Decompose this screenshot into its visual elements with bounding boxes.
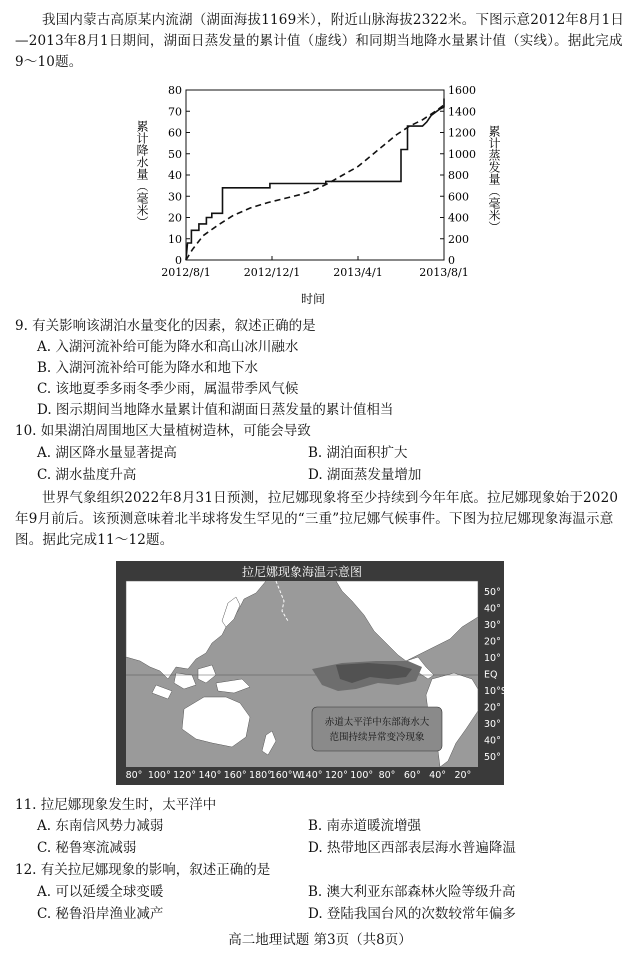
x-axis-label: 时间 [300, 292, 326, 306]
x-tick-label: 2013/4/1 [333, 266, 383, 279]
latitude-label: 50° [484, 752, 501, 763]
y-right-tick-label: 0 [448, 254, 455, 267]
x-tick-label: 2012/12/1 [243, 266, 301, 279]
question-11-option-b[interactable]: B. 南赤道暖流增强 [308, 818, 422, 834]
question-12-option-d[interactable]: D. 登陆我国台风的次数较常年偏多 [308, 906, 516, 922]
latitude-label: 50° [484, 587, 501, 598]
y-left-tick-label: 30 [168, 190, 182, 204]
question-10-option-c[interactable]: C. 湖水盐度升高 [37, 467, 137, 483]
x-tick-label: 2013/8/1 [419, 266, 469, 279]
question-10-option-a[interactable]: A. 湖区降水量显著提高 [37, 445, 177, 461]
question-11-option-d[interactable]: D. 热带地区西部表层海水普遍降温 [308, 840, 516, 856]
y-left-tick-label: 0 [175, 254, 182, 267]
question-11-stem: 11. 拉尼娜现象发生时，太平洋中 [15, 797, 217, 813]
precipitation-evaporation-chart [128, 84, 501, 306]
longitude-label: 140° [299, 770, 323, 781]
y-right-tick-label: 800 [448, 169, 469, 182]
question-12-option-b[interactable]: B. 澳大利亚东部森林火险等级升高 [308, 884, 516, 900]
longitude-label: 80° [378, 770, 396, 781]
longitude-label: 60° [403, 770, 421, 781]
longitude-label: 140° [198, 770, 222, 781]
longitude-label: 80° [125, 770, 143, 781]
map-note-line-2: 范围持续异常变冷现象 [329, 732, 425, 743]
y-left-tick-label: 20 [168, 211, 182, 225]
y-right-tick-label: 1400 [448, 105, 476, 119]
question-10-option-b[interactable]: B. 湖泊面积扩大 [308, 445, 408, 461]
question-10-stem: 10. 如果湖泊周围地区大量植树造林，可能会导致 [15, 423, 311, 439]
y-right-tick-label: 400 [448, 211, 469, 225]
intro-paragraph-1: 我国内蒙古高原某内流湖（湖面海拔1169米），附近山脉海拔2322米。下图示意2012年8月1日—2013年8月1日期间，湖面日蒸发量的累计值（虚线）和同期当地降水量累计值（实线）。据此完成9～10题。 [15, 12, 625, 70]
x-tick-label: 2012/8/1 [161, 266, 211, 279]
question-9-option-c[interactable]: C. 该地夏季多雨冬季少雨，属温带季风气候 [37, 381, 299, 397]
latitude-label: 20° [484, 702, 501, 714]
question-10-option-d[interactable]: D. 湖面蒸发量增加 [308, 467, 422, 483]
longitude-label: 100° [350, 770, 374, 781]
longitude-label: 160° [223, 770, 247, 781]
intro-paragraph-2: 世界气象组织2022年8月31日预测，拉尼娜现象将至少持续到今年年底。拉尼娜现象始于2020年9月前后。该预测意味着北半球将发生罕见的“三重”拉尼娜气候事件。下图为拉尼娜现象海温示意图。据此完成11～12题。 [15, 490, 619, 548]
y-left-tick-label: 40 [168, 169, 182, 182]
latitude-label: EQ [484, 669, 498, 681]
y-right-tick-label: 600 [448, 190, 469, 204]
y-right-tick-label: 1000 [448, 147, 476, 161]
y-left-tick-label: 80 [168, 84, 182, 97]
question-9-option-d[interactable]: D. 图示期间当地降水量累计值和湖面日蒸发量的累计值相当 [37, 402, 394, 418]
precipitation-cumulative-line [186, 99, 444, 261]
la-nina-sea-temperature-map [116, 561, 507, 785]
latitude-label: 40° [484, 735, 501, 747]
longitude-label: 120° [173, 770, 197, 781]
question-12-stem: 12. 有关拉尼娜现象的影响，叙述正确的是 [15, 862, 271, 878]
question-9-option-a[interactable]: A. 入湖河流补给可能为降水和高山冰川融水 [37, 339, 299, 355]
y-left-tick-label: 10 [168, 232, 182, 246]
y-axis-left-label: 累计降水量（毫米） [135, 120, 149, 228]
longitude-label: 40° [429, 770, 447, 781]
map-note-box [312, 707, 442, 751]
y-axis-right-label: 累计蒸发量（毫米） [487, 125, 501, 233]
plot-frame [186, 90, 444, 260]
y-right-tick-label: 200 [448, 232, 469, 246]
longitude-label: 180° [249, 770, 272, 781]
latitude-label: 10° [484, 653, 501, 664]
latitude-label: 30° [484, 620, 501, 631]
question-12-option-a[interactable]: A. 可以延缓全球变暖 [37, 884, 164, 900]
y-right-tick-label: 1600 [448, 84, 476, 97]
question-11-option-a[interactable]: A. 东南信风势力减弱 [37, 818, 164, 834]
question-9-option-b[interactable]: B. 入湖河流补给可能为降水和地下水 [37, 360, 259, 376]
latitude-label: 10°S [484, 686, 507, 697]
evaporation-cumulative-line [186, 105, 444, 260]
map-note-line-1: 赤道太平洋中东部海水大 [324, 717, 430, 728]
y-left-tick-label: 60 [168, 126, 182, 140]
latitude-label: 40° [484, 603, 501, 615]
question-12-option-c[interactable]: C. 秘鲁沿岸渔业减产 [37, 906, 164, 922]
y-left-tick-label: 50 [168, 147, 182, 161]
map-title: 拉尼娜现象海温示意图 [241, 565, 363, 579]
y-right-tick-label: 1200 [448, 126, 476, 140]
page-footer: 高二地理试题 第3页（共8页） [228, 932, 412, 948]
longitude-label: 20° [454, 770, 472, 781]
y-left-tick-label: 70 [168, 105, 182, 119]
question-9-stem: 9. 有关影响该湖泊水量变化的因素，叙述正确的是 [15, 318, 316, 334]
longitude-label: 100° [147, 770, 171, 781]
latitude-label: 30° [484, 719, 501, 730]
question-11-option-c[interactable]: C. 秘鲁寒流减弱 [37, 840, 137, 856]
latitude-label: 20° [484, 636, 501, 648]
longitude-label: 120° [324, 770, 348, 781]
longitude-label: 160°W [269, 770, 302, 781]
